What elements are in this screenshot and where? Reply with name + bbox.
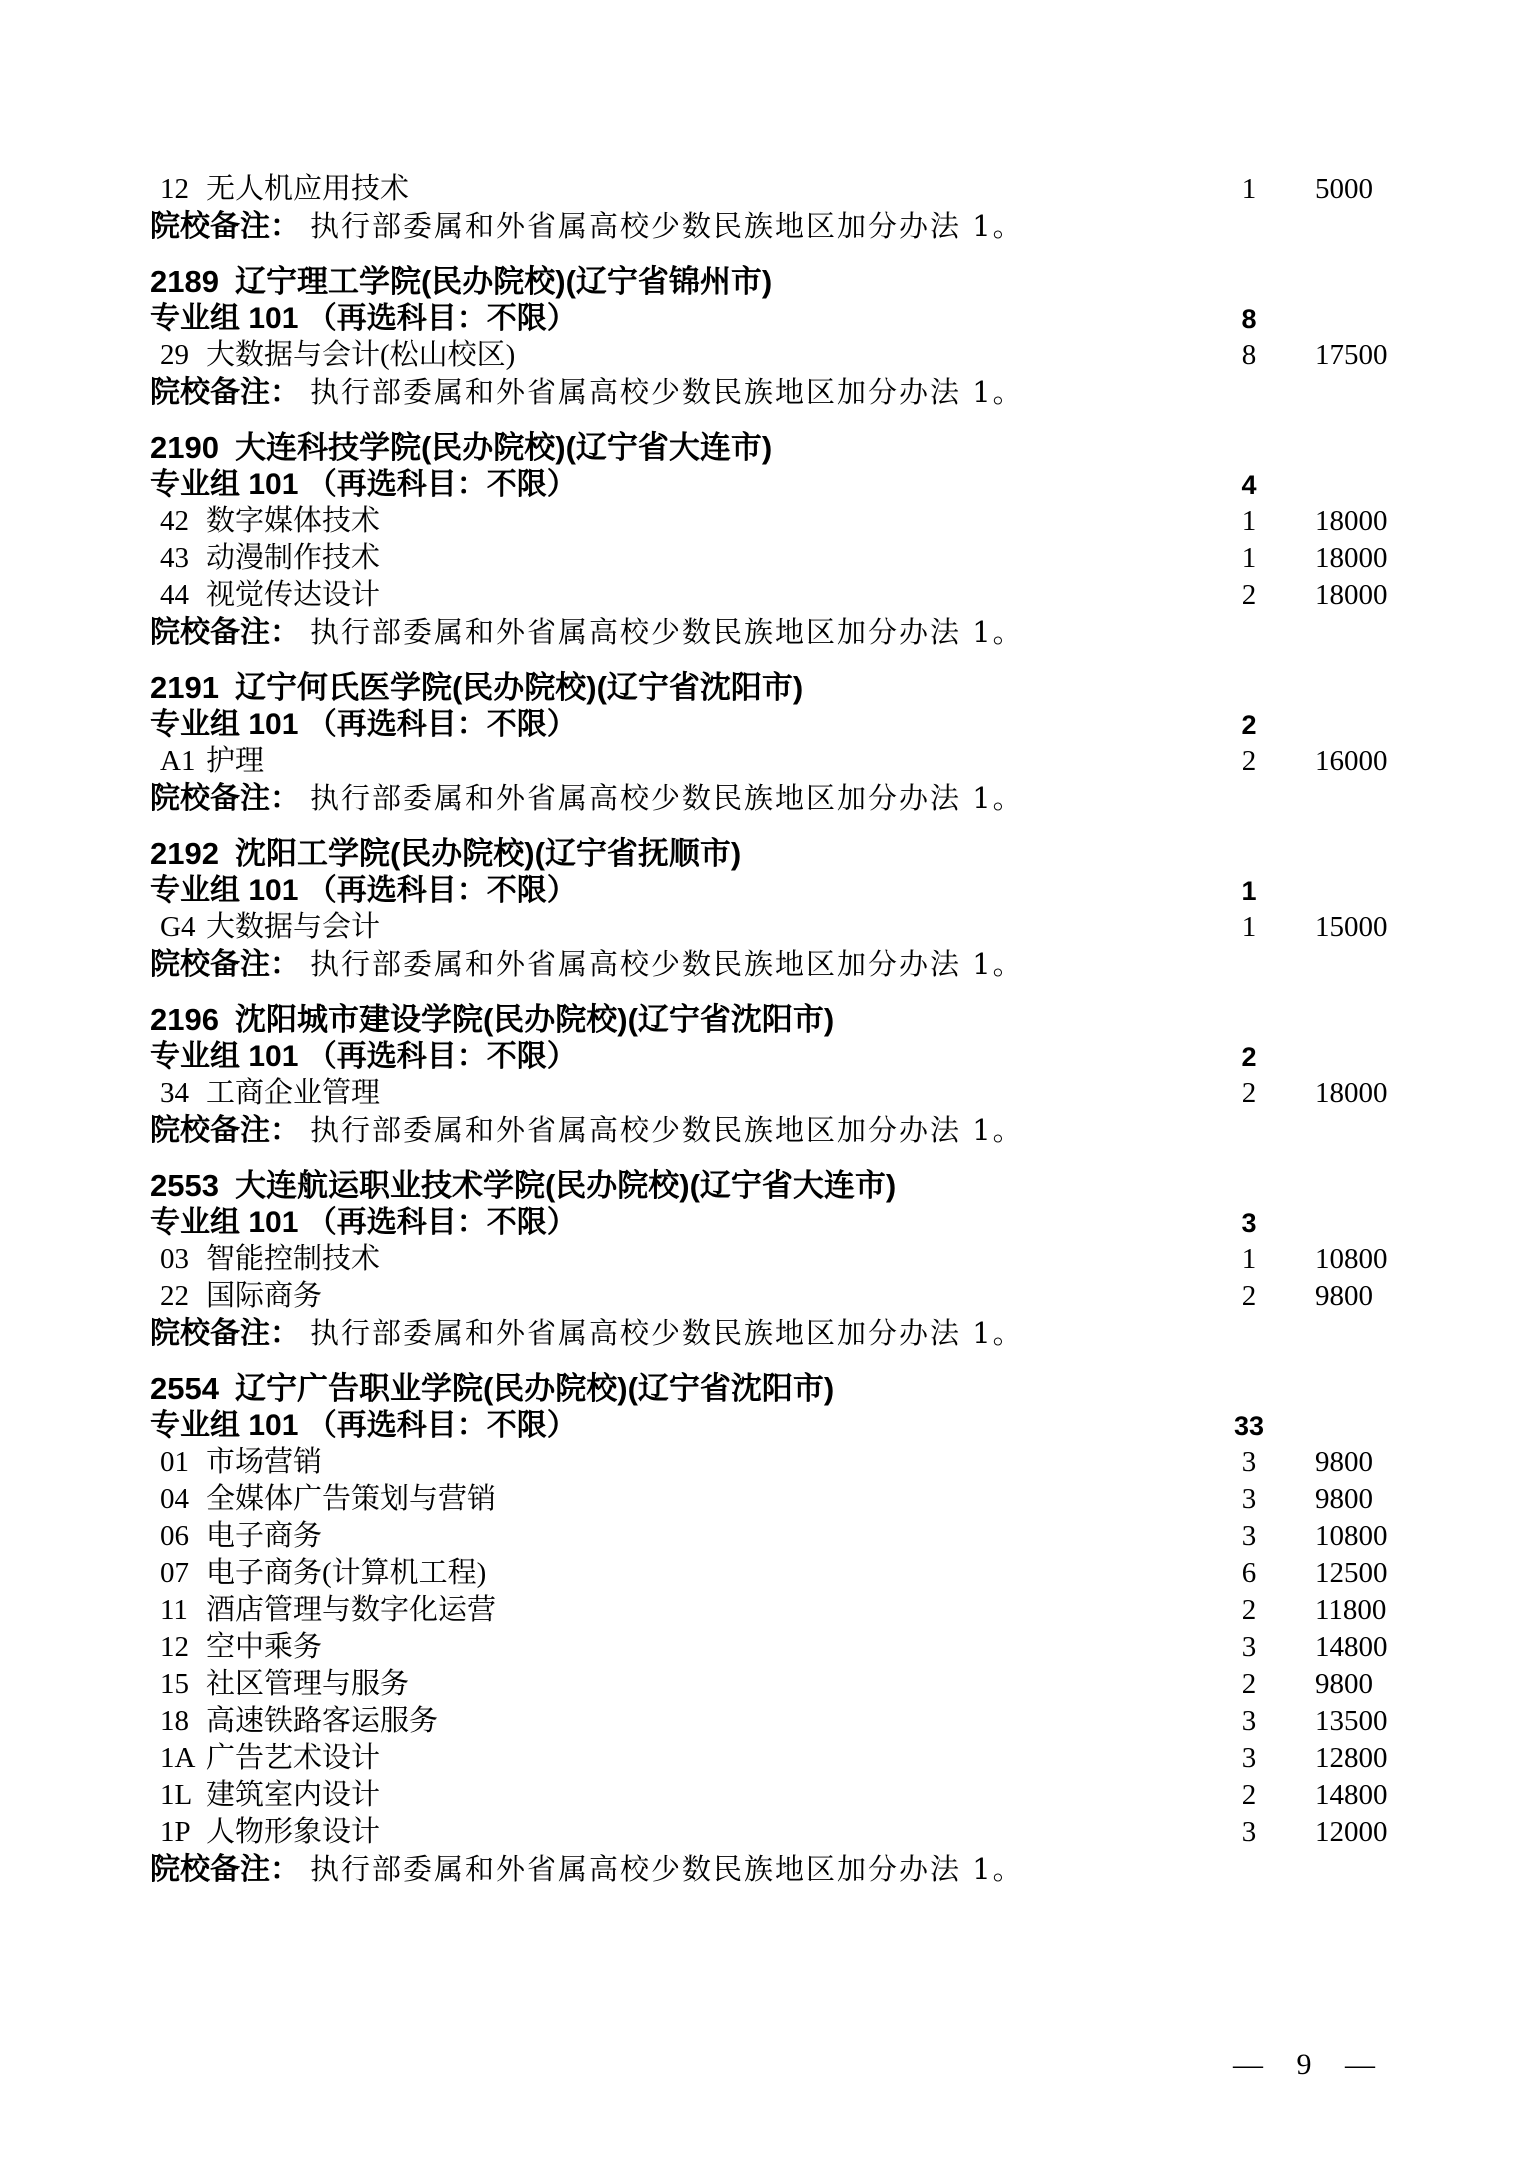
school-header-row (150, 1167, 1467, 1204)
major-code: 12 (160, 1631, 189, 1663)
major-tuition-fee: 18000 (1315, 505, 1388, 537)
major-tuition-fee: 14800 (1315, 1631, 1388, 1663)
major-group-row (150, 872, 1467, 909)
group-plan-count: 4 (1241, 470, 1257, 500)
major-tuition-fee: 10800 (1315, 1243, 1388, 1275)
group-plan-count: 3 (1241, 1208, 1257, 1238)
major-group-label: 专业组 101 （再选科目：不限） (150, 1040, 577, 1073)
remark-text: 执行部委属和外省属高校少数民族地区加分办法 1。 (310, 1316, 1024, 1350)
major-row (150, 337, 1467, 374)
major-enroll-count: 1 (1241, 505, 1257, 537)
major-enroll-count: 2 (1241, 1077, 1257, 1109)
major-row (150, 1666, 1467, 1703)
major-enroll-count: 1 (1241, 911, 1257, 943)
major-name: 空中乘务 (206, 1631, 323, 1663)
major-tuition-fee: 17500 (1315, 339, 1388, 371)
remark-label: 院校备注： (150, 210, 300, 243)
major-name: 建筑室内设计 (206, 1779, 381, 1811)
major-code: 04 (160, 1483, 189, 1515)
group-plan-count: 33 (1233, 1411, 1265, 1441)
major-tuition-fee: 9800 (1315, 1483, 1373, 1515)
school-name: 沈阳城市建设学院(民办院校)(辽宁省沈阳市) (234, 1002, 835, 1037)
major-name: 护理 (206, 745, 265, 777)
school-remark-row (150, 374, 1467, 411)
remark-text: 执行部委属和外省属高校少数民族地区加分办法 1。 (310, 375, 1024, 409)
major-tuition-fee: 15000 (1315, 911, 1388, 943)
school-name: 大连航运职业技术学院(民办院校)(辽宁省大连市) (234, 1168, 897, 1203)
school-remark-row (150, 208, 1467, 245)
major-row (150, 1444, 1467, 1481)
major-row (150, 1814, 1467, 1851)
major-enroll-count: 3 (1241, 1742, 1257, 1774)
major-code: 29 (160, 339, 189, 371)
major-row (150, 1592, 1467, 1629)
school-name: 大连科技学院(民办院校)(辽宁省大连市) (234, 430, 773, 465)
major-list (150, 337, 1467, 374)
major-tuition-fee: 18000 (1315, 579, 1388, 611)
major-tuition-fee: 14800 (1315, 1779, 1388, 1811)
school-section (150, 835, 1467, 983)
major-row (150, 1555, 1467, 1592)
remark-text: 执行部委属和外省属高校少数民族地区加分办法 1。 (310, 947, 1024, 981)
major-row (150, 743, 1467, 780)
group-plan-count: 1 (1241, 876, 1257, 906)
major-enroll-count: 3 (1241, 1446, 1257, 1478)
major-tuition-fee: 9800 (1315, 1668, 1373, 1700)
school-code: 2553 (150, 1168, 219, 1203)
major-row (150, 1241, 1467, 1278)
school-code: 2190 (150, 430, 219, 465)
major-enroll-count: 6 (1241, 1557, 1257, 1589)
major-code: 12 (160, 173, 189, 205)
major-tuition-fee: 13500 (1315, 1705, 1388, 1737)
remark-text: 执行部委属和外省属高校少数民族地区加分办法 1。 (310, 1113, 1024, 1147)
major-row (150, 1629, 1467, 1666)
major-name: 酒店管理与数字化运营 (206, 1594, 497, 1626)
major-name: 数字媒体技术 (206, 505, 381, 537)
major-row (150, 577, 1467, 614)
school-name: 沈阳工学院(民办院校)(辽宁省抚顺市) (234, 836, 742, 871)
major-enroll-count: 2 (1241, 579, 1257, 611)
school-name: 辽宁何氏医学院(民办院校)(辽宁省沈阳市) (234, 670, 804, 705)
school-section (150, 263, 1467, 411)
major-group-row (150, 466, 1467, 503)
major-code: 15 (160, 1668, 189, 1700)
school-header-row (150, 1001, 1467, 1038)
major-name: 市场营销 (206, 1446, 323, 1478)
major-name: 广告艺术设计 (206, 1742, 381, 1774)
school-remark-row (150, 1315, 1467, 1352)
page-footer (1233, 2046, 1375, 2083)
major-row (150, 1481, 1467, 1518)
major-group-row (150, 706, 1467, 743)
school-section (150, 1167, 1467, 1352)
major-tuition-fee: 18000 (1315, 1077, 1388, 1109)
major-row (150, 1777, 1467, 1814)
major-group-label: 专业组 101 （再选科目：不限） (150, 1206, 577, 1239)
major-group-label: 专业组 101 （再选科目：不限） (150, 874, 577, 907)
major-name: 国际商务 (206, 1280, 323, 1312)
major-code: G4 (160, 911, 196, 943)
major-name: 视觉传达设计 (206, 579, 381, 611)
major-tuition-fee: 11800 (1315, 1594, 1387, 1626)
major-name: 电子商务 (206, 1520, 323, 1552)
major-code: 1A (160, 1742, 196, 1774)
major-code: 22 (160, 1280, 189, 1312)
remark-text: 执行部委属和外省属高校少数民族地区加分办法 1。 (310, 1852, 1024, 1886)
major-code: 43 (160, 542, 189, 574)
major-row (150, 909, 1467, 946)
major-name: 大数据与会计(松山校区) (206, 339, 516, 371)
major-tuition-fee: 5000 (1315, 173, 1373, 205)
school-name: 辽宁广告职业学院(民办院校)(辽宁省沈阳市) (234, 1371, 835, 1406)
major-enroll-count: 2 (1241, 1668, 1257, 1700)
major-group-row (150, 300, 1467, 337)
school-header-row (150, 429, 1467, 466)
major-name: 智能控制技术 (206, 1243, 381, 1275)
major-name: 全媒体广告策划与营销 (206, 1483, 497, 1515)
major-enroll-count: 3 (1241, 1483, 1257, 1515)
major-code: 44 (160, 579, 189, 611)
group-plan-count: 8 (1241, 304, 1257, 334)
major-list (150, 1241, 1467, 1315)
major-code: 03 (160, 1243, 189, 1275)
major-tuition-fee: 10800 (1315, 1520, 1388, 1552)
major-enroll-count: 2 (1241, 745, 1257, 777)
major-group-label: 专业组 101 （再选科目：不限） (150, 708, 577, 741)
school-header-row (150, 669, 1467, 706)
major-list (150, 503, 1467, 614)
major-enroll-count: 8 (1241, 339, 1257, 371)
major-enroll-count: 1 (1241, 173, 1257, 205)
school-remark-row (150, 1851, 1467, 1888)
major-list (150, 1444, 1467, 1851)
school-code: 2192 (150, 836, 219, 871)
major-code: 18 (160, 1705, 189, 1737)
major-name: 高速铁路客运服务 (206, 1705, 439, 1737)
remark-label: 院校备注： (150, 1853, 300, 1886)
major-row (150, 1703, 1467, 1740)
major-enroll-count: 3 (1241, 1631, 1257, 1663)
major-row (150, 1740, 1467, 1777)
school-code: 2196 (150, 1002, 219, 1037)
major-code: 1L (160, 1779, 193, 1811)
major-name: 大数据与会计 (206, 911, 381, 943)
school-code: 2191 (150, 670, 219, 705)
major-enroll-count: 1 (1241, 1243, 1257, 1275)
major-name: 动漫制作技术 (206, 542, 381, 574)
remark-label: 院校备注： (150, 616, 300, 649)
group-plan-count: 2 (1241, 710, 1257, 740)
school-header-row (150, 1370, 1467, 1407)
remark-text: 执行部委属和外省属高校少数民族地区加分办法 1。 (310, 615, 1024, 649)
major-tuition-fee: 12000 (1315, 1816, 1388, 1848)
major-code: 34 (160, 1077, 189, 1109)
remark-label: 院校备注： (150, 782, 300, 815)
major-code: A1 (160, 745, 196, 777)
major-code: 11 (160, 1594, 188, 1626)
major-row (150, 1278, 1467, 1315)
remark-label: 院校备注： (150, 1317, 300, 1350)
remark-text: 执行部委属和外省属高校少数民族地区加分办法 1。 (310, 781, 1024, 815)
school-section (150, 429, 1467, 651)
footer-page-number: 9 (1296, 2048, 1312, 2081)
school-remark-row (150, 780, 1467, 817)
major-name: 人物形象设计 (206, 1816, 381, 1848)
major-enroll-count: 1 (1241, 542, 1257, 574)
major-name: 电子商务(计算机工程) (206, 1557, 487, 1589)
major-group-label: 专业组 101 （再选科目：不限） (150, 1409, 577, 1442)
footer-dash-left: — (1233, 2048, 1263, 2081)
major-code: 1P (160, 1816, 191, 1848)
major-row (150, 1075, 1467, 1112)
group-plan-count: 2 (1241, 1042, 1257, 1072)
major-code: 06 (160, 1520, 189, 1552)
major-tuition-fee: 12800 (1315, 1742, 1388, 1774)
major-row (150, 503, 1467, 540)
school-code: 2554 (150, 1371, 219, 1406)
major-list (150, 909, 1467, 946)
remark-label: 院校备注： (150, 948, 300, 981)
remark-text: 执行部委属和外省属高校少数民族地区加分办法 1。 (310, 209, 1024, 243)
major-enroll-count: 3 (1241, 1520, 1257, 1552)
major-enroll-count: 3 (1241, 1705, 1257, 1737)
major-group-row (150, 1407, 1467, 1444)
major-name: 工商企业管理 (206, 1077, 381, 1109)
school-remark-row (150, 946, 1467, 983)
major-name: 无人机应用技术 (206, 173, 410, 205)
major-row (150, 1518, 1467, 1555)
major-tuition-fee: 12500 (1315, 1557, 1388, 1589)
major-row (150, 540, 1467, 577)
school-name: 辽宁理工学院(民办院校)(辽宁省锦州市) (234, 264, 773, 299)
major-enroll-count: 2 (1241, 1594, 1257, 1626)
major-code: 42 (160, 505, 189, 537)
major-code: 07 (160, 1557, 189, 1589)
school-remark-row (150, 1112, 1467, 1149)
school-section (150, 1370, 1467, 1888)
major-enroll-count: 2 (1241, 1779, 1257, 1811)
major-tuition-fee: 18000 (1315, 542, 1388, 574)
major-list (150, 743, 1467, 780)
major-group-row (150, 1204, 1467, 1241)
major-tuition-fee: 16000 (1315, 745, 1388, 777)
major-enroll-count: 2 (1241, 1280, 1257, 1312)
major-group-label: 专业组 101 （再选科目：不限） (150, 302, 577, 335)
major-tuition-fee: 9800 (1315, 1446, 1373, 1478)
school-section (150, 669, 1467, 817)
major-group-label: 专业组 101 （再选科目：不限） (150, 468, 577, 501)
major-tuition-fee: 9800 (1315, 1280, 1373, 1312)
major-code: 01 (160, 1446, 189, 1478)
school-code: 2189 (150, 264, 219, 299)
major-group-row (150, 1038, 1467, 1075)
school-header-row (150, 835, 1467, 872)
school-remark-row (150, 614, 1467, 651)
major-enroll-count: 3 (1241, 1816, 1257, 1848)
school-section (150, 1001, 1467, 1149)
remark-label: 院校备注： (150, 1114, 300, 1147)
major-list (150, 1075, 1467, 1112)
major-row (150, 171, 1467, 208)
remark-label: 院校备注： (150, 376, 300, 409)
school-header-row (150, 263, 1467, 300)
footer-dash-right: — (1345, 2048, 1375, 2081)
major-name: 社区管理与服务 (206, 1668, 410, 1700)
